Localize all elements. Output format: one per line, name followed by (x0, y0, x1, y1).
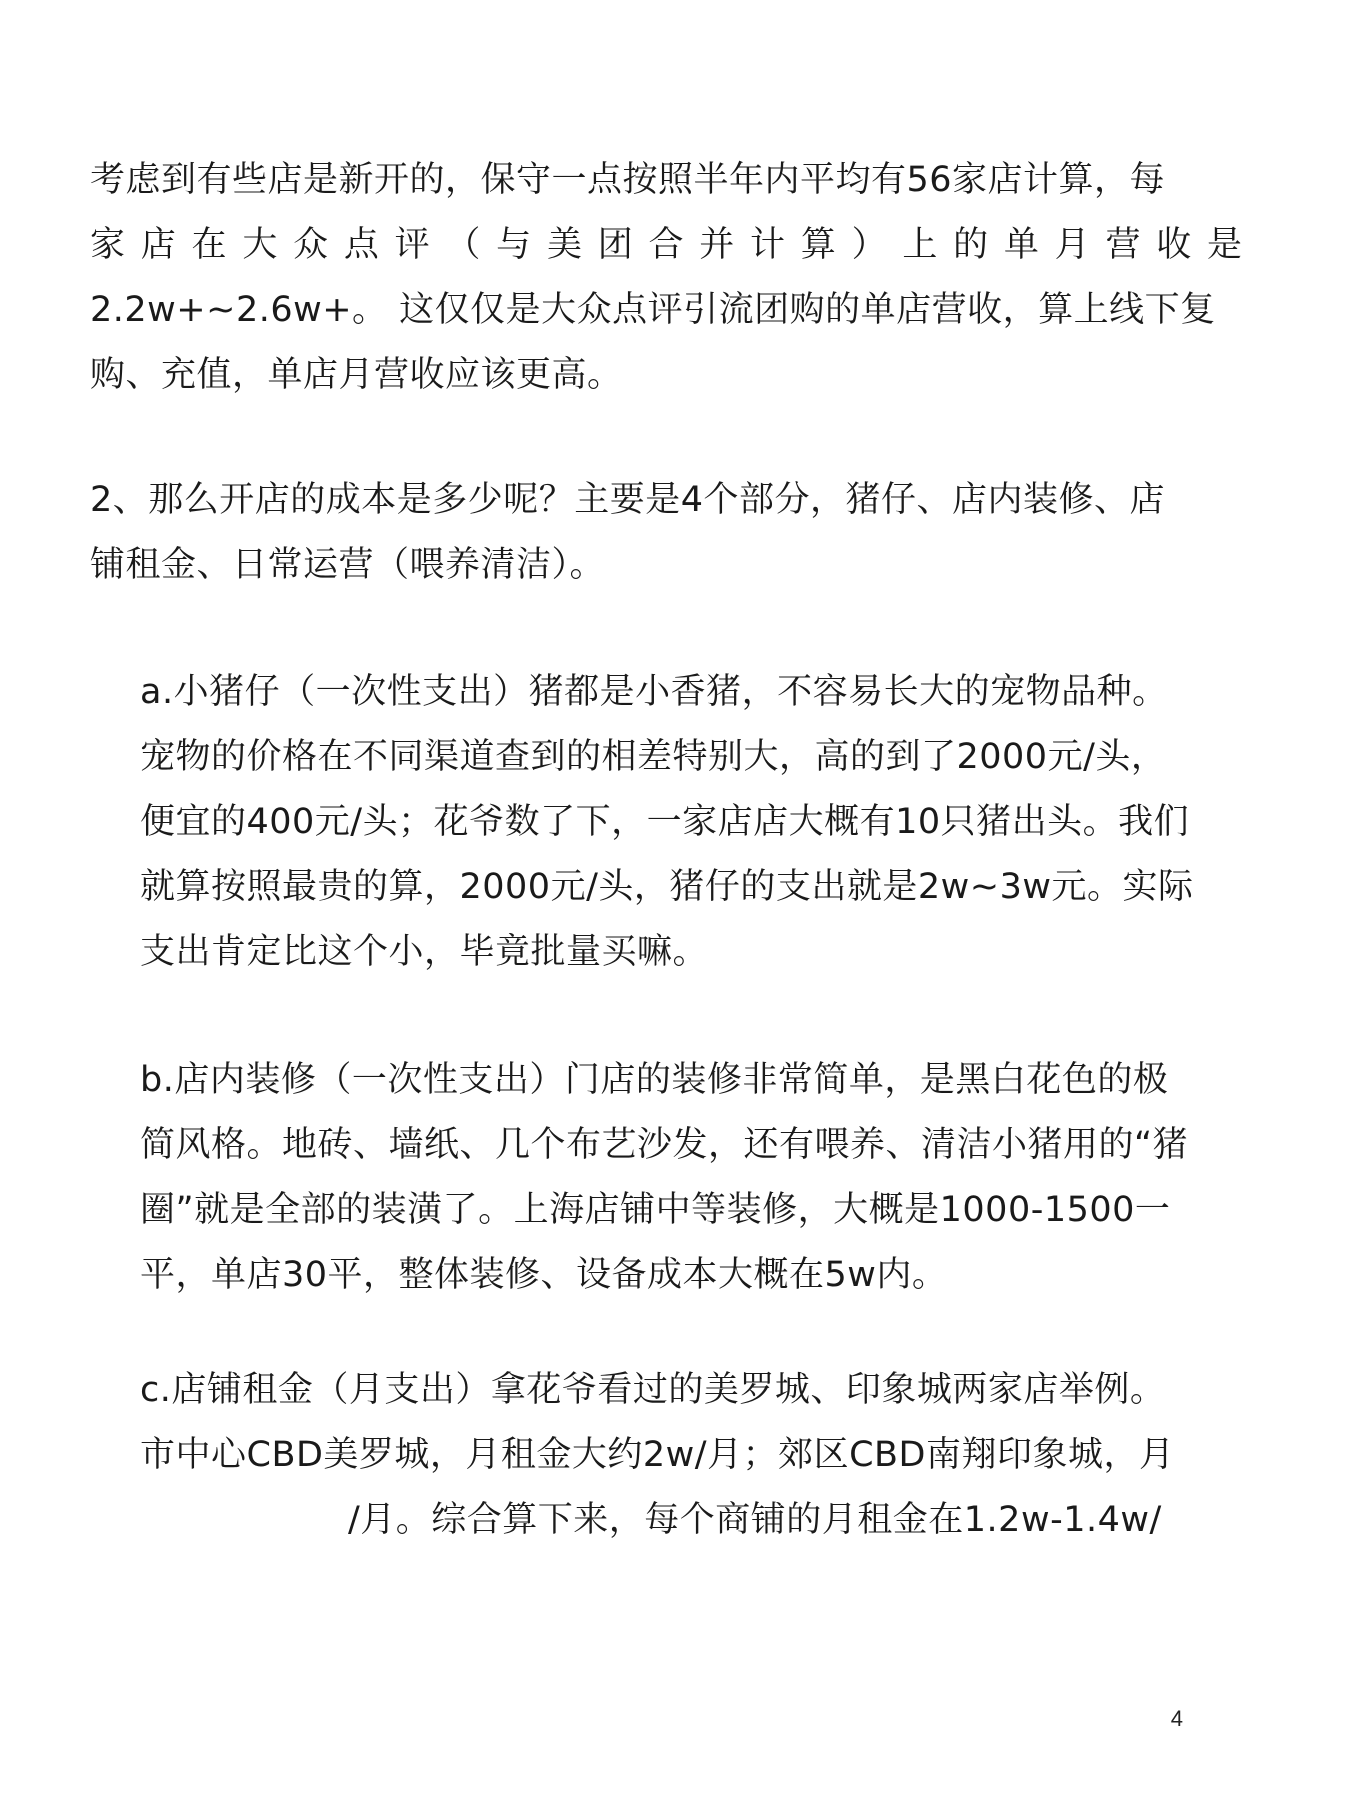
text-line: 家店在大众点评（与美团合并计算）上的单月营收是 (90, 225, 1250, 265)
text-line: 简风格。地砖、墙纸、几个布艺沙发，还有喂养、清洁小猪用的“猪 (140, 1125, 1189, 1165)
text-line: a.小猪仔（一次性支出）猪都是小香猪，不容易长大的宠物品种。 (140, 672, 1168, 712)
paragraph-rent-cost (140, 1358, 1250, 1553)
text-line: 支出肯定比这个小，毕竟批量买嘛。 (140, 932, 709, 972)
text-line: 购、充值，单店月营收应该更高。 (90, 355, 623, 395)
text-line: 平，单店30平，整体装修、设备成本大概在5w内。 (140, 1255, 948, 1295)
text-line: 考虑到有些店是新开的，保守一点按照半年内平均有56家店计算，每 (90, 160, 1166, 200)
paragraph-piglet-cost (140, 660, 1250, 985)
paragraph-decoration-cost (140, 1048, 1250, 1308)
text-line: c.店铺租金（月支出）拿花爷看过的美罗城、印象城两家店举例。 (140, 1370, 1166, 1410)
text-line: 铺租金、日常运营（喂养清洁）。 (90, 545, 606, 585)
text-line: b.店内装修（一次性支出）门店的装修非常简单，是黑白花色的极 (140, 1060, 1169, 1100)
text-line: 圈”就是全部的装潢了。上海店铺中等装修，大概是1000-1500一 (140, 1190, 1171, 1230)
text-line: 便宜的400元/头；花爷数了下，一家店店大概有10只猪出头。我们 (140, 802, 1190, 842)
paragraph-revenue-estimate (90, 148, 1250, 408)
text-line: 2、那么开店的成本是多少呢？主要是4个部分，猪仔、店内装修、店 (90, 480, 1166, 520)
text-line: 市中心CBD美罗城，月租金大约2w/月；郊区CBD南翔印象城，月 (140, 1435, 1175, 1475)
text-line: 2.2w+~2.6w+。 这仅仅是大众点评引流团购的单店营收，算上线下复 (90, 290, 1216, 330)
text-line: 宠物的价格在不同渠道查到的相差特别大，高的到了2000元/头， (140, 737, 1167, 777)
paragraph-cost-overview (90, 468, 1250, 598)
text-line: 就算按照最贵的算，2000元/头，猪仔的支出就是2w~3w元。实际 (140, 867, 1194, 907)
page-number: 4 (1170, 1706, 1183, 1731)
text-line: /月。综合算下来，每个商铺的月租金在1.2w-1.4w/ (348, 1500, 1162, 1540)
